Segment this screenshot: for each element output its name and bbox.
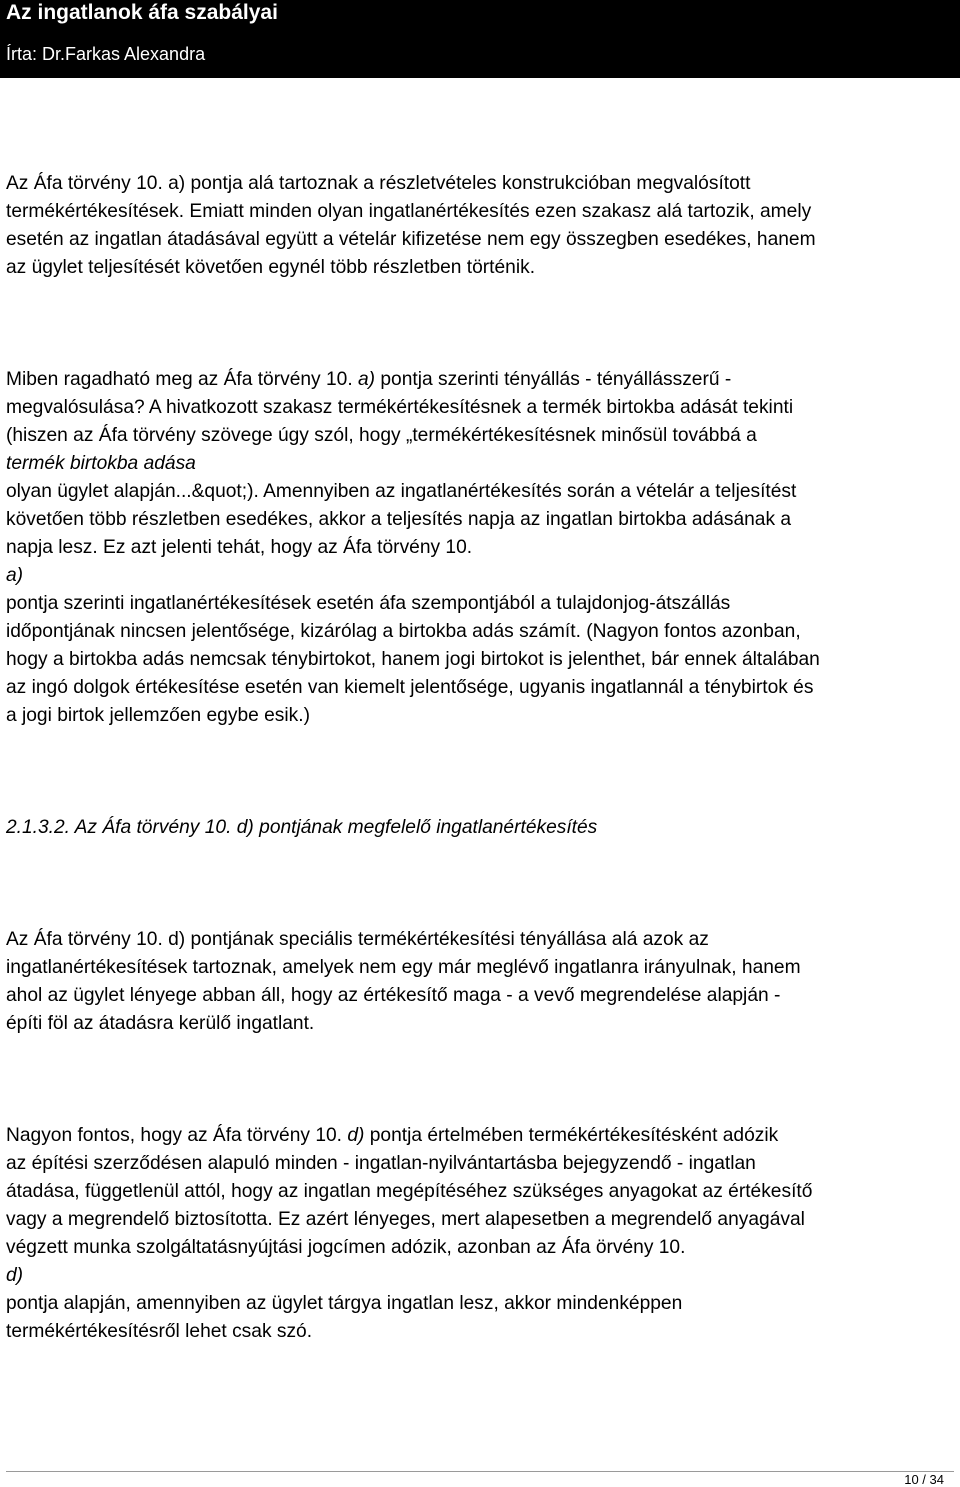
text-line: ingatlanértékesítések tartoznak, amelyek nem egy már meglévő ingatlanra irányulnak, hanem	[6, 957, 801, 978]
document-author: Írta: Dr.Farkas Alexandra	[6, 44, 206, 64]
page-number: 10 / 34	[904, 1472, 944, 1487]
text-line: (hiszen az Áfa törvény szövege úgy szól, hogy „termékértékesítésnek minősül továbbá a	[6, 425, 757, 446]
heading-number: 2.1.3.2. Az Áfa törvény 10.	[6, 817, 237, 838]
section-heading	[6, 814, 958, 842]
heading-line	[6, 814, 958, 842]
paragraph-construction-sales	[6, 926, 958, 1038]
paragraph-construction-contract	[6, 1122, 958, 1346]
paragraph-possession-transfer	[6, 366, 958, 730]
text-line: átadása, függetlenül attól, hogy az ingatlan megépítéséhez szükséges anyagokat az értékesítő	[6, 1181, 813, 1202]
text-line: olyan ügylet alapján...&quot;). Amennyiben az ingatlanértékesítés során a vételár a teljesítést	[6, 481, 797, 502]
document-title: Az ingatlanok áfa szabályai	[6, 1, 278, 24]
text-run: pontja szerinti tényállás - tényállásszerű -	[375, 369, 732, 390]
text-line: termékértékesítések. Emiatt minden olyan ingatlanértékesítés ezen szakasz alá tartozik, amely	[6, 201, 812, 222]
text-line: a jogi birtok jellemzően egybe esik.)	[6, 705, 310, 726]
text-line: az ingó dolgok értékesítése esetén van kiemelt jelentősége, ugyanis ingatlannál a ténybirtok és	[6, 677, 814, 698]
text-line: megvalósulása? A hivatkozott szakasz termékértékesítésnek a termék birtokba adását tekinti	[6, 397, 794, 418]
heading-text: d) pontjának megfelelő ingatlanértékesítés	[236, 817, 598, 838]
text-line: az építési szerződésen alapuló minden - ingatlan-nyilvántartásba bejegyzendő - ingatlan	[6, 1153, 756, 1174]
italic-run: d)	[347, 1125, 365, 1146]
paragraph-installment-sales	[6, 170, 958, 282]
text-line: pontja alapján, amennyiben az ügylet tárgya ingatlan lesz, akkor mindenképpen	[6, 1293, 683, 1314]
text-line: esetén az ingatlan átadásával együtt a vételár kifizetése nem egy összegben esedékes, hanem	[6, 229, 816, 250]
text-run: pontja értelmében termékértékesítésként adózik	[364, 1125, 779, 1146]
text-line: Az Áfa törvény 10. d) pontjának speciális termékértékesítési tényállása alá azok az	[6, 929, 709, 950]
text-line: Az Áfa törvény 10. a) pontja alá tartoznak a részletvételes konstrukcióban megvalósított	[6, 173, 751, 194]
text-line: építi föl az átadásra kerülő ingatlant.	[6, 1013, 315, 1034]
text-line	[6, 366, 958, 394]
footer-divider	[6, 1471, 954, 1472]
text-run: Nagyon fontos, hogy az Áfa törvény 10.	[6, 1125, 348, 1146]
text-line: termékértékesítésről lehet csak szó.	[6, 1321, 313, 1342]
text-line: pontja szerinti ingatlanértékesítések esetén áfa szempontjából a tulajdonjog-átszállás	[6, 593, 731, 614]
italic-line: a)	[6, 565, 24, 586]
text-run: Miben ragadható meg az Áfa törvény 10.	[6, 369, 358, 390]
text-line: végzett munka szolgáltatásnyújtási jogcímen adózik, azonban az Áfa örvény 10.	[6, 1237, 686, 1258]
document-header	[0, 0, 960, 78]
text-line: napja lesz. Ez azt jelenti tehát, hogy az Áfa törvény 10.	[6, 537, 473, 558]
text-line: hogy a birtokba adás nemcsak ténybirtokot, hanem jogi birtokot is jelenthet, bár ennek általában	[6, 649, 820, 670]
italic-line: termék birtokba adása	[6, 453, 196, 474]
text-line	[6, 1122, 958, 1150]
text-line: az ügylet teljesítését követően egynél több részletben történik.	[6, 257, 536, 278]
text-line: követően több részletben esedékes, akkor a teljesítés napja az ingatlan birtokba adásának a	[6, 509, 792, 530]
italic-run: a)	[357, 369, 376, 390]
text-line: ahol az ügylet lényege abban áll, hogy az értékesítő maga - a vevő megrendelése alapján -	[6, 985, 781, 1006]
text-line: időpontjának nincsen jelentősége, kizárólag a birtokba adás számít. (Nagyon fontos azonban,	[6, 621, 801, 642]
italic-line: d)	[6, 1265, 24, 1286]
text-line: vagy a megrendelő biztosította. Ez azért lényeges, mert alapesetben a megrendelő anyagával	[6, 1209, 805, 1230]
